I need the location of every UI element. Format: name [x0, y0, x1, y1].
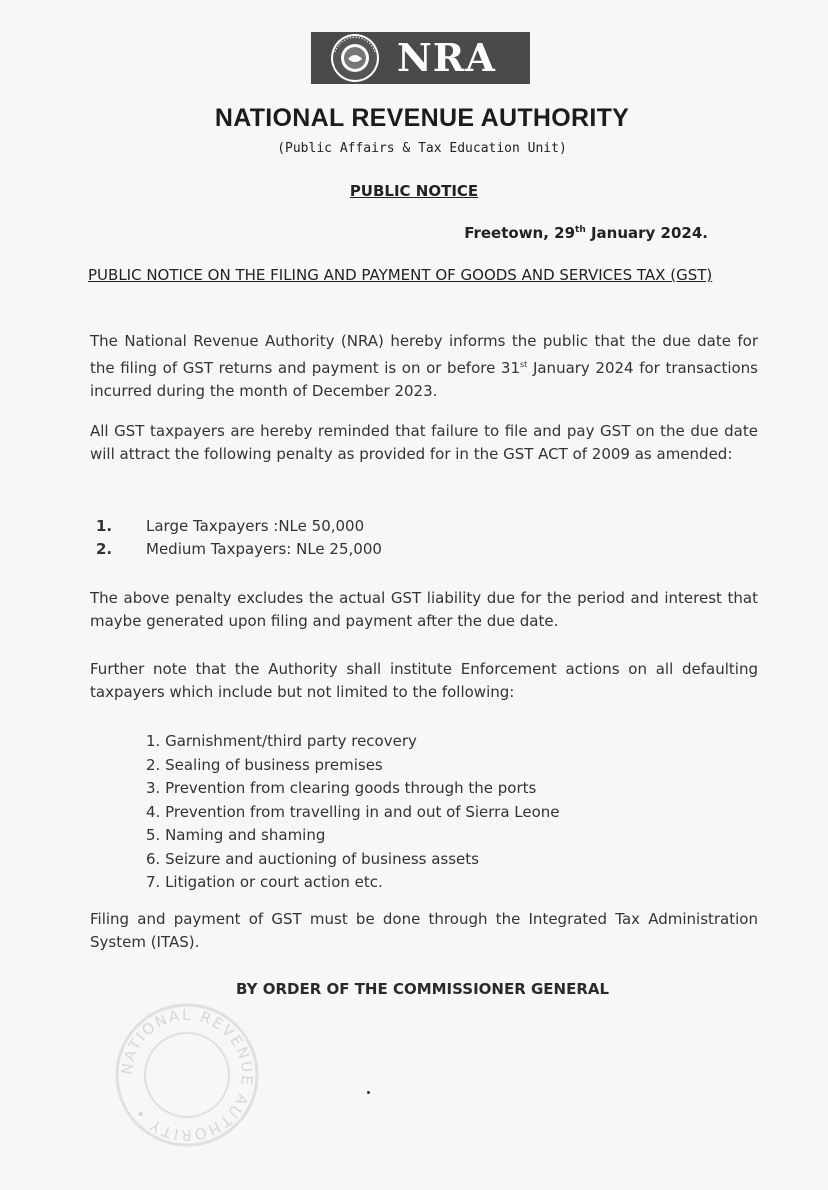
list-item: 2. Sealing of business premises: [146, 755, 383, 774]
unit-subtitle: (Public Affairs & Tax Education Unit): [277, 141, 567, 156]
list-item: 3. Prevention from clearing goods through the ports: [146, 779, 537, 797]
enforcement-actions-list: [146, 730, 560, 895]
list-item: 7. Litigation or court action etc.: [146, 873, 383, 891]
penalty-list: [96, 515, 382, 561]
logo-text: NRA: [397, 35, 496, 80]
paragraph-enforcement: Further note that the Authority shall institute Enforcement actions on all defaulting taxpayers which include but not limited to the following:: [90, 660, 758, 701]
nra-seal-icon: [315, 32, 395, 84]
list-item: 1. Garnishment/third party recovery: [146, 732, 417, 750]
paragraph-itas: Filing and payment of GST must be done through the Integrated Tax Administration System (ITAS).: [90, 910, 758, 951]
penalty-item: [96, 538, 382, 561]
notice-subject: PUBLIC NOTICE ON THE FILING AND PAYMENT OF GOODS AND SERVICES TAX (GST): [88, 266, 713, 284]
date-rest: January 2024.: [585, 224, 708, 242]
official-stamp-icon: [112, 1000, 262, 1150]
penalty-item: [96, 515, 382, 538]
penalty-number: 1.: [96, 517, 113, 535]
nra-logo: [311, 32, 530, 84]
p1-after: January 2024 for transactions incurred during the month of December 2023.: [90, 359, 758, 400]
p1-sup: st: [520, 360, 528, 369]
svg-text:NATIONAL REVENUE AUTHORITY •: NATIONAL REVENUE AUTHORITY •: [117, 1005, 257, 1145]
paragraph-penalty-reminder: All GST taxpayers are hereby reminded that failure to file and pay GST on the due date will attract the following penalty as provided for in the GST ACT of 2009 as amended:: [90, 422, 758, 463]
penalty-number: 2.: [96, 540, 113, 558]
penalty-text: Medium Taxpayers: NLe 25,000: [146, 540, 382, 558]
authority-title: NATIONAL REVENUE AUTHORITY: [214, 104, 630, 132]
date-suffix: th: [575, 225, 586, 235]
ink-dot: [367, 1091, 370, 1094]
p1-before: The National Revenue Authority (NRA) hereby informs the public that the due date for the filing of GST returns and payment is on or before 31: [90, 332, 758, 377]
order-signoff: BY ORDER OF THE COMMISSIONER GENERAL: [236, 980, 610, 998]
penalty-text: Large Taxpayers :NLe 50,000: [146, 517, 365, 535]
paragraph-penalty-exclusion: The above penalty excludes the actual GST liability due for the period and interest that maybe generated upon filing and payment after the due date.: [90, 589, 758, 630]
list-item: 5. Naming and shaming: [146, 826, 326, 844]
dateline: [464, 224, 708, 242]
paragraph-due-date: [90, 330, 758, 403]
list-item: 6. Seizure and auctioning of business assets: [146, 849, 479, 868]
date-prefix: Freetown, 29: [464, 224, 576, 242]
notice-heading: PUBLIC NOTICE: [349, 182, 479, 200]
list-item: 4. Prevention from travelling in and out of Sierra Leone: [146, 802, 560, 821]
